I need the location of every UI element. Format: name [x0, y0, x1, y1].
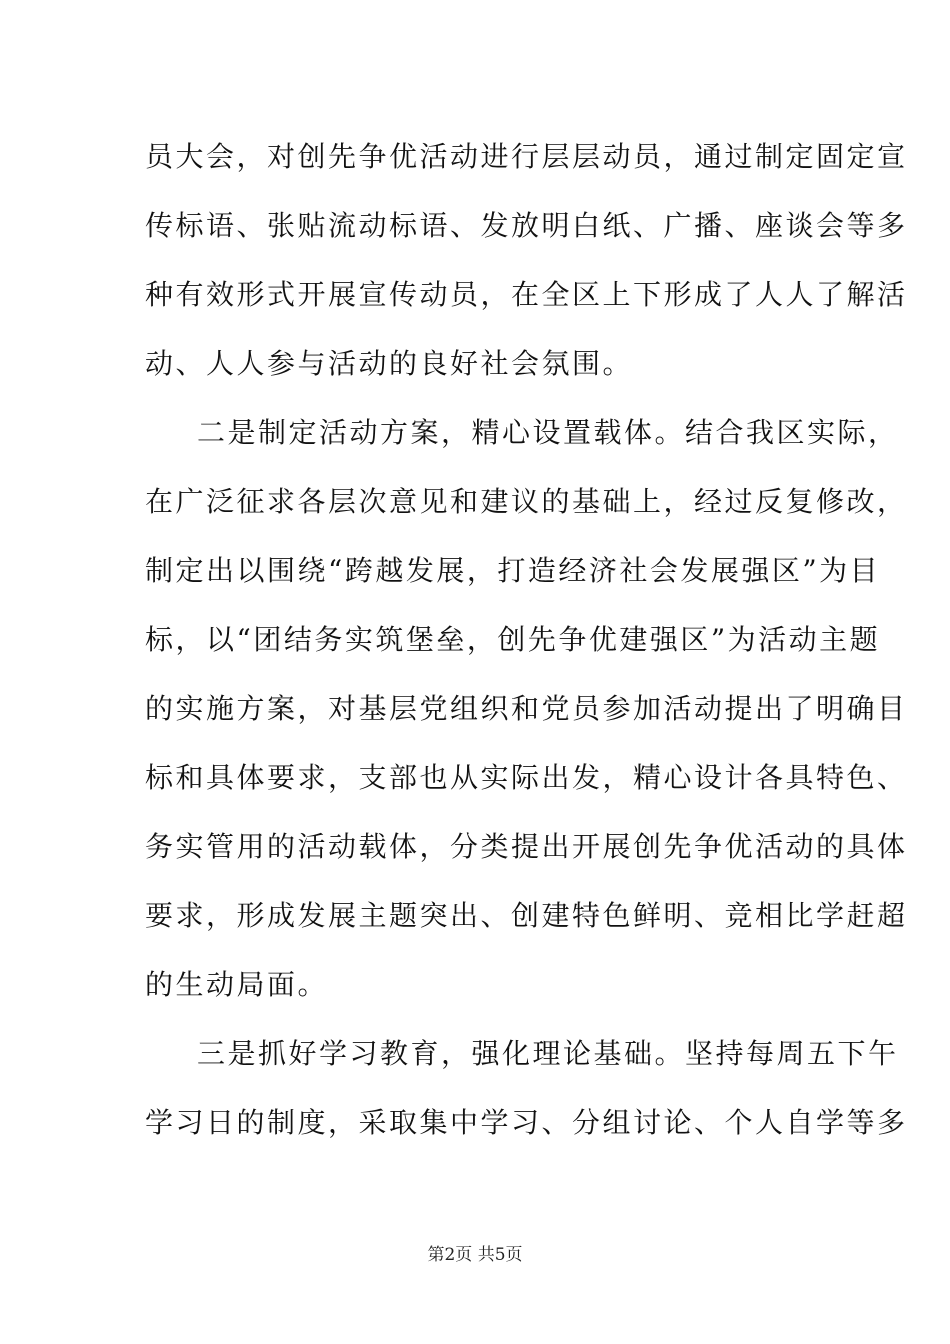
text-line: 在广泛征求各层次意见和建议的基础上，经过反复修改， [145, 485, 908, 518]
text-line: 标，以“团结务实筑堡垒，创先争优建强区”为活动主题 [145, 623, 881, 656]
text-line: 标和具体要求，支部也从实际出发，精心设计各具特色、 [145, 761, 908, 794]
text-line: 的生动局面。 [145, 968, 329, 1001]
text-line: 要求，形成发展主题突出、创建特色鲜明、竞相比学赶超 [145, 899, 908, 932]
page-footer: 第2页 共5页 [427, 1245, 523, 1265]
text-line: 学习日的制度，采取集中学习、分组讨论、个人自学等多 [145, 1106, 908, 1139]
paragraph-start-line: 三是抓好学习教育，强化理论基础。坚持每周五下午 [197, 1037, 899, 1070]
paragraph-start-line: 二是制定活动方案，精心设置载体。结合我区实际， [197, 416, 899, 449]
text-line: 制定出以围绕“跨越发展，打造经济社会发展强区”为目 [145, 554, 881, 587]
text-line: 传标语、张贴流动标语、发放明白纸、广播、座谈会等多 [145, 209, 908, 242]
text-line: 务实管用的活动载体，分类提出开展创先争优活动的具体 [145, 830, 908, 863]
text-line: 种有效形式开展宣传动员，在全区上下形成了人人了解活 [145, 278, 908, 311]
text-line: 动、人人参与活动的良好社会氛围。 [145, 347, 634, 380]
text-line: 的实施方案，对基层党组织和党员参加活动提出了明确目 [145, 692, 908, 725]
text-line: 员大会，对创先争优活动进行层层动员，通过制定固定宣 [145, 140, 908, 173]
